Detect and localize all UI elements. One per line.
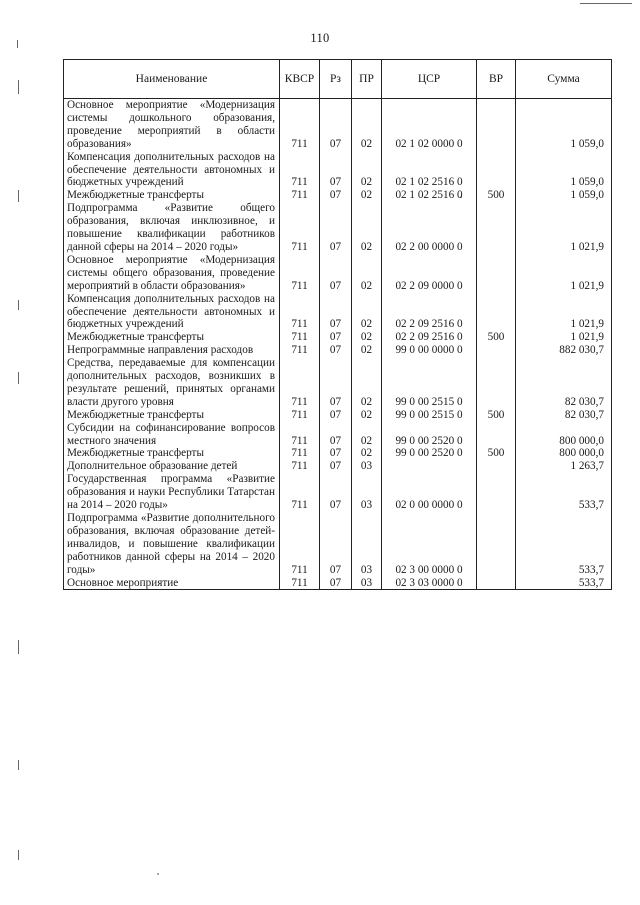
row-pr: 02	[352, 99, 382, 151]
row-vr	[477, 422, 516, 448]
row-csr: 02 1 02 2516 0	[382, 189, 477, 202]
row-csr: 99 0 00 2515 0	[382, 357, 477, 409]
row-name: Субсидии на софинансирование вопросов местного значения	[64, 422, 280, 448]
row-kvsr: 711	[280, 254, 320, 293]
row-pr: 02	[352, 422, 382, 448]
row-name: Основное мероприятие «Модернизация системы дошкольного образования, проведение мероприятий в области образования»	[64, 99, 280, 151]
header-name: Наименование	[64, 60, 280, 99]
row-vr	[477, 151, 516, 190]
table-row	[64, 512, 612, 577]
row-rz: 07	[320, 189, 352, 202]
row-rz: 07	[320, 202, 352, 254]
row-csr: 99 0 00 2515 0	[382, 409, 477, 422]
header-sum: Сумма	[516, 60, 612, 99]
row-pr: 02	[352, 344, 382, 357]
header-rz: Рз	[320, 60, 352, 99]
row-vr: 500	[477, 189, 516, 202]
row-rz: 07	[320, 577, 352, 590]
scan-edge-mark	[18, 190, 19, 202]
row-pr: 02	[352, 151, 382, 190]
scan-edge-mark	[18, 760, 19, 770]
row-rz: 07	[320, 99, 352, 151]
row-csr: 99 0 00 2520 0	[382, 447, 477, 460]
row-vr	[477, 512, 516, 577]
page-number: 110	[310, 31, 330, 45]
scan-edge-mark	[18, 640, 19, 654]
row-vr	[477, 460, 516, 473]
row-pr: 03	[352, 512, 382, 577]
row-pr: 02	[352, 357, 382, 409]
row-pr: 03	[352, 577, 382, 590]
row-kvsr: 711	[280, 331, 320, 344]
row-vr	[477, 577, 516, 590]
row-pr: 02	[352, 409, 382, 422]
row-csr: 02 2 09 0000 0	[382, 254, 477, 293]
row-rz: 07	[320, 447, 352, 460]
row-sum: 533,7	[516, 473, 612, 512]
row-sum: 82 030,7	[516, 357, 612, 409]
scan-dot	[157, 873, 159, 875]
row-sum: 533,7	[516, 512, 612, 577]
row-csr: 99 0 00 2520 0	[382, 422, 477, 448]
row-vr	[477, 293, 516, 332]
row-vr	[477, 357, 516, 409]
scan-edge-mark	[18, 850, 19, 860]
table-row	[64, 422, 612, 448]
row-pr: 02	[352, 447, 382, 460]
row-name: Подпрограмма «Развитие дополнительного образования, включая образование детей-инвалидов, и повышение квалификации работников данной сферы на 2014 – 2020 годы»	[64, 512, 280, 577]
table-row	[64, 202, 612, 254]
row-vr: 500	[477, 447, 516, 460]
row-rz: 07	[320, 331, 352, 344]
row-pr: 02	[352, 331, 382, 344]
row-name: Непрограммные направления расходов	[64, 344, 280, 357]
row-name: Государственная программа «Развитие образования и науки Республики Татарстан на 2014 – 2020 годы»	[64, 473, 280, 512]
table-row	[64, 293, 612, 332]
scan-edge-mark	[17, 40, 18, 48]
row-sum: 1 059,0	[516, 151, 612, 190]
row-pr: 02	[352, 189, 382, 202]
row-kvsr: 711	[280, 357, 320, 409]
row-sum: 82 030,7	[516, 409, 612, 422]
table-header-row	[64, 60, 612, 99]
row-csr: 02 3 00 0000 0	[382, 512, 477, 577]
row-csr: 02 0 00 0000 0	[382, 473, 477, 512]
row-csr: 02 2 09 2516 0	[382, 293, 477, 332]
row-rz: 07	[320, 512, 352, 577]
row-vr	[477, 473, 516, 512]
row-sum: 882 030,7	[516, 344, 612, 357]
header-csr: ЦСР	[382, 60, 477, 99]
row-kvsr: 711	[280, 344, 320, 357]
row-rz: 07	[320, 473, 352, 512]
row-rz: 07	[320, 409, 352, 422]
row-rz: 07	[320, 344, 352, 357]
header-kvsr: КВСР	[280, 60, 320, 99]
row-kvsr: 711	[280, 512, 320, 577]
table-row	[64, 344, 612, 357]
row-sum: 1 059,0	[516, 189, 612, 202]
row-kvsr: 711	[280, 409, 320, 422]
row-sum: 1 059,0	[516, 99, 612, 151]
row-sum: 1 021,9	[516, 254, 612, 293]
table-row	[64, 577, 612, 590]
row-csr	[382, 460, 477, 473]
row-rz: 07	[320, 357, 352, 409]
row-rz: 07	[320, 254, 352, 293]
row-csr: 02 1 02 2516 0	[382, 151, 477, 190]
row-name: Компенсация дополнительных расходов на обеспечение деятельности автономных и бюджетных учреждений	[64, 293, 280, 332]
row-vr	[477, 344, 516, 357]
row-rz: 07	[320, 151, 352, 190]
row-csr: 02 3 03 0000 0	[382, 577, 477, 590]
row-kvsr: 711	[280, 460, 320, 473]
row-name: Подпрограмма «Развитие общего образования, включая инклюзивное, и повышение квалификации работников данной сферы на 2014 – 2020 годы»	[64, 202, 280, 254]
scan-edge-mark	[18, 372, 19, 384]
row-sum: 800 000,0	[516, 422, 612, 448]
row-vr	[477, 99, 516, 151]
row-name: Компенсация дополнительных расходов на обеспечение деятельности автономных и бюджетных учреждений	[64, 151, 280, 190]
row-csr: 02 2 09 2516 0	[382, 331, 477, 344]
row-pr: 03	[352, 460, 382, 473]
row-csr: 02 2 00 0000 0	[382, 202, 477, 254]
row-pr: 02	[352, 202, 382, 254]
row-name: Средства, передаваемые для компенсации дополнительных расходов, возникших в результате решений, принятых органами власти другого уровня	[64, 357, 280, 409]
scan-edge-mark	[18, 300, 19, 310]
row-vr: 500	[477, 409, 516, 422]
row-kvsr: 711	[280, 473, 320, 512]
table-row	[64, 460, 612, 473]
row-name: Дополнительное образование детей	[64, 460, 280, 473]
row-vr	[477, 254, 516, 293]
table-row	[64, 189, 612, 202]
row-vr: 500	[477, 331, 516, 344]
row-sum: 800 000,0	[516, 447, 612, 460]
row-csr: 02 1 02 0000 0	[382, 99, 477, 151]
row-pr: 02	[352, 254, 382, 293]
table-row	[64, 447, 612, 460]
header-vr: ВР	[477, 60, 516, 99]
table-row	[64, 331, 612, 344]
row-sum: 1 263,7	[516, 460, 612, 473]
row-name: Межбюджетные трансферты	[64, 189, 280, 202]
row-rz: 07	[320, 422, 352, 448]
table-row	[64, 357, 612, 409]
table-row	[64, 254, 612, 293]
row-pr: 03	[352, 473, 382, 512]
row-kvsr: 711	[280, 99, 320, 151]
row-name: Основное мероприятие	[64, 577, 280, 590]
row-vr	[477, 202, 516, 254]
row-kvsr: 711	[280, 189, 320, 202]
table-row	[64, 409, 612, 422]
row-name: Межбюджетные трансферты	[64, 409, 280, 422]
row-sum: 1 021,9	[516, 331, 612, 344]
row-sum: 1 021,9	[516, 293, 612, 332]
row-sum: 533,7	[516, 577, 612, 590]
row-kvsr: 711	[280, 447, 320, 460]
row-csr: 99 0 00 0000 0	[382, 344, 477, 357]
scan-edge-mark	[18, 80, 19, 94]
scan-edge-mark	[580, 3, 632, 4]
row-kvsr: 711	[280, 293, 320, 332]
row-rz: 07	[320, 293, 352, 332]
budget-table	[63, 59, 612, 590]
table-row	[64, 99, 612, 151]
table-row	[64, 473, 612, 512]
row-sum: 1 021,9	[516, 202, 612, 254]
row-kvsr: 711	[280, 202, 320, 254]
row-kvsr: 711	[280, 422, 320, 448]
row-pr: 02	[352, 293, 382, 332]
row-rz: 07	[320, 460, 352, 473]
row-name: Межбюджетные трансферты	[64, 447, 280, 460]
row-kvsr: 711	[280, 151, 320, 190]
row-name: Межбюджетные трансферты	[64, 331, 280, 344]
table-row	[64, 151, 612, 190]
row-name: Основное мероприятие «Модернизация системы общего образования, проведение мероприятий в области образования»	[64, 254, 280, 293]
row-kvsr: 711	[280, 577, 320, 590]
header-pr: ПР	[352, 60, 382, 99]
